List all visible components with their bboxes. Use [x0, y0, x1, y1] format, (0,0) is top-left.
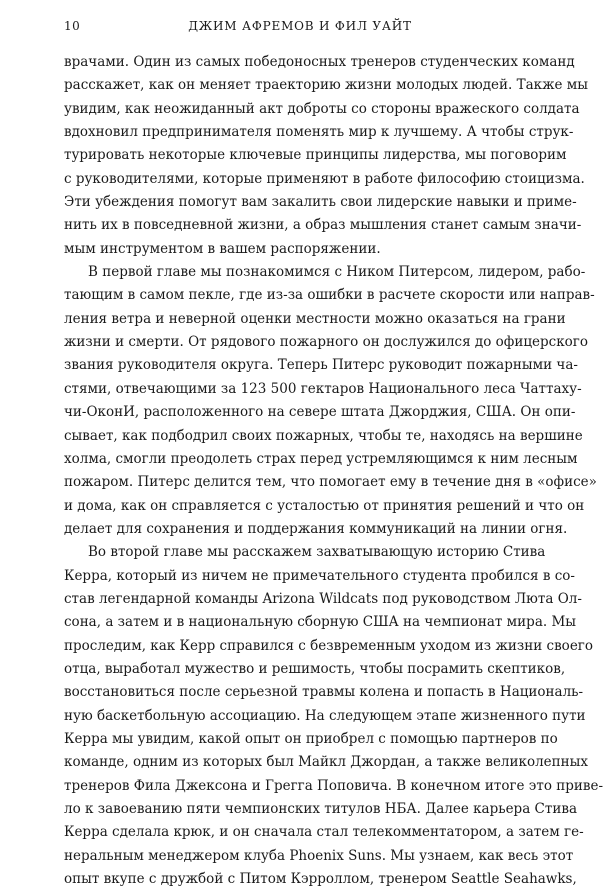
text-line: с руководителями, которые применяют в работе философию стоицизма. [64, 170, 585, 187]
text-line: ло к завоеванию пяти чемпионских титулов НБА. Далее карьера Стива [64, 801, 577, 817]
text-line: стями, отвечающими за 123 500 гектаров Национального леса Чаттаху- [64, 380, 582, 397]
text-line: тающим в самом пекле, где из-за ошибки в расчете скорости или направ- [64, 287, 595, 304]
text-line: восстановиться после серьезной травмы колена и попасть в Националь- [64, 684, 584, 701]
text-line: тренеров Фила Джексона и Грегга Поповича. В конечном итоге это приве- [64, 777, 603, 794]
text-line: Эти убеждения помогут вам закалить свои лидерские навыки и приме- [64, 194, 577, 211]
text-line: ления ветра и неверной оценки местности можно оказаться на грани [64, 310, 566, 327]
text-line: опыт вкупе с дружбой с Питом Кэрроллом, тренером Seattle Seahawks, [64, 871, 577, 888]
text-line: став легендарной команды Arizona Wildcats под руководством Люта Ол- [64, 590, 582, 607]
text-line: мым инструментом в вашем распоряжении. [64, 240, 381, 257]
text-line: отца, выработал мужество и решимость, чтобы посрамить скептиков, [64, 660, 566, 677]
text-line: вдохновил предпринимателя поменять мир к лучшему. А чтобы струк- [64, 124, 574, 141]
paragraph [64, 541, 603, 891]
text-line: увидим, как неожиданный акт доброты со стороны вражеского солдата [64, 100, 580, 117]
text-line: Керра сделала крюк, и он сначала стал телекомментатором, а затем ге- [64, 824, 584, 841]
text-line: Керра, который из ничем не примечательного студента пробился в со- [64, 567, 575, 584]
text-line: Во второй главе мы расскажем захватывающую историю Стива [88, 544, 546, 561]
text-line: нить их в повседневной жизни, а образ мышления станет самым значи- [64, 217, 582, 234]
text-line: Керра мы увидим, какой опыт он приобрел с помощью партнеров по [64, 730, 558, 747]
text-line: сона, а затем и в национальную сборную США на чемпионат мира. Мы [64, 614, 577, 631]
body-text [64, 51, 603, 891]
page-number: 10 [64, 19, 81, 33]
text-line: делает для сохранения и поддержания коммуникаций на линии огня. [64, 520, 568, 537]
text-line: сывает, как подбодрил своих пожарных, чтобы те, находясь на вершине [64, 427, 583, 444]
text-line: чи-ОконИ, расположенного на севере штата Джорджия, США. Он опи- [64, 404, 576, 421]
text-line: турировать некоторые ключевые принципы лидерства, мы поговорим [64, 147, 567, 164]
text-line: проследим, как Керр справился с безвременным уходом из жизни своего [64, 637, 594, 654]
running-title: ДЖИМ АФРЕМОВ И ФИЛ УАЙТ [188, 19, 412, 33]
text-line: звания руководителя округа. Теперь Питерс руководит пожарными ча- [64, 357, 578, 374]
text-line: пожаром. Питерс делится тем, что помогает ему в течение дня в «офисе» [64, 474, 597, 491]
text-line: расскажет, как он меняет траекторию жизни молодых людей. Также мы [64, 77, 589, 94]
text-line: врачами. Один из самых победоносных тренеров студенческих команд [64, 54, 575, 70]
text-line: и дома, как он справляется с усталостью от принятия решений и что он [64, 497, 585, 514]
text-line: неральным менеджером клуба Phoenix Suns. Мы узнаем, как весь этот [64, 847, 574, 864]
text-line: ную баскетбольную ассоциацию. На следующем этапе жизненного пути [64, 707, 586, 724]
text-line: команде, одним из которых был Майкл Джордан, а также великолепных [64, 754, 588, 771]
paragraph [64, 261, 597, 541]
text-line: жизни и смерти. От рядового пожарного он дослужился до офицерского [64, 334, 588, 351]
paragraph [64, 51, 589, 261]
text-line: В первой главе мы познакомимся с Ником Питерсом, лидером, рабо- [88, 264, 586, 281]
text-line: холма, смогли преодолеть страх перед устремляющимся к ним лесным [64, 450, 578, 467]
